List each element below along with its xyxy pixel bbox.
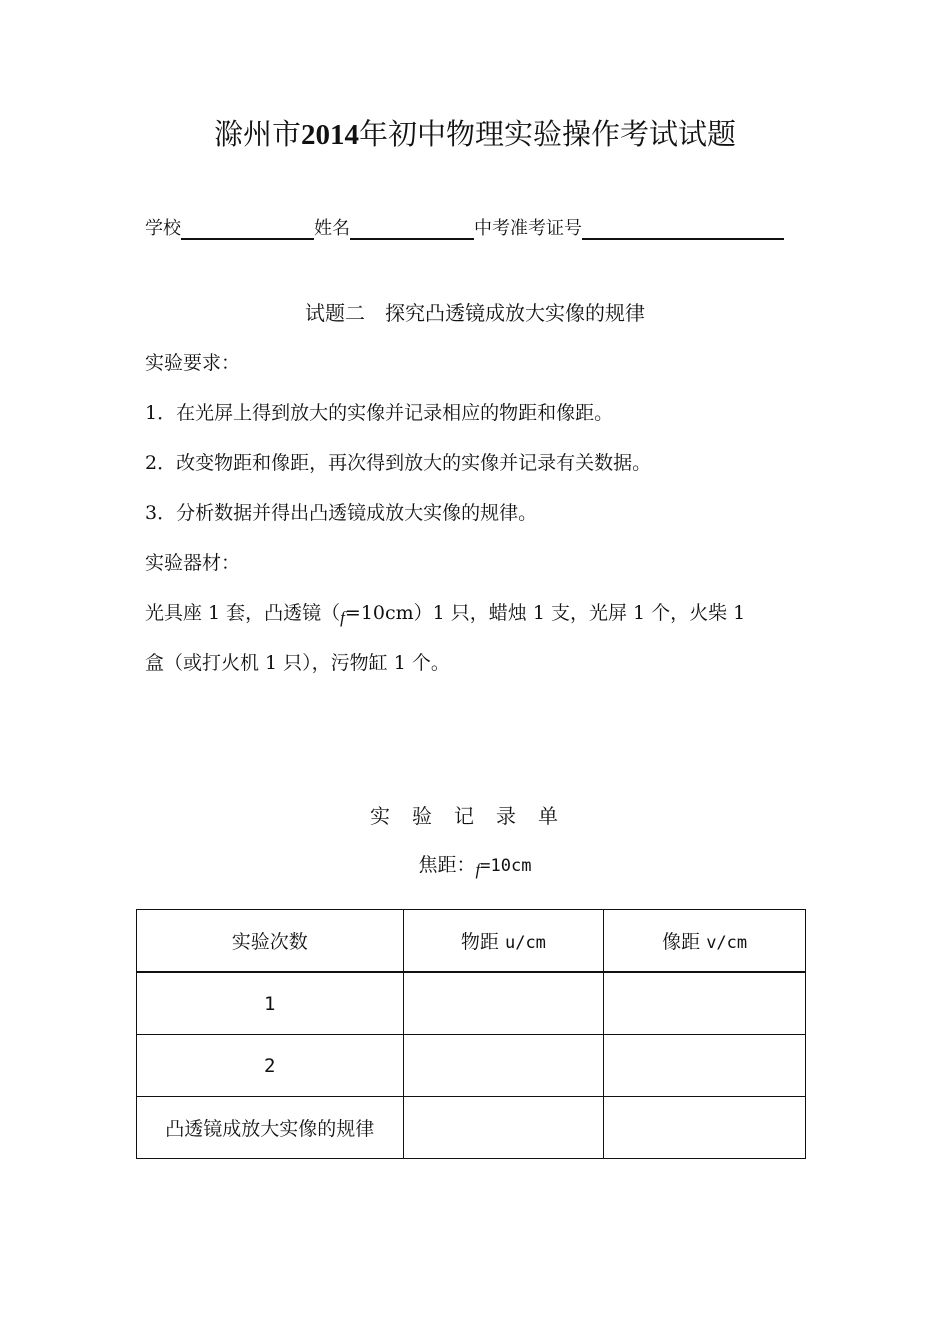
school-label: 学校 <box>145 218 181 239</box>
image-distance-cell[interactable] <box>604 1035 806 1097</box>
image-distance-cell[interactable] <box>604 1097 806 1159</box>
student-info-row <box>145 214 784 240</box>
header-object-distance: 物距 u/cm <box>403 910 604 973</box>
table-header-row <box>137 910 806 973</box>
header-trial-count: 实验次数 <box>137 910 404 973</box>
row-label: 1 <box>137 972 404 1035</box>
requirement-item-3: 3．分析数据并得出凸透镜成放大实像的规律。 <box>145 502 538 524</box>
school-field[interactable] <box>181 216 314 240</box>
record-sheet-title: 实验记录单 <box>370 804 580 828</box>
question-title: 试题二 探究凸透镜成放大实像的规律 <box>305 301 645 325</box>
equipment-heading: 实验器材： <box>145 552 241 574</box>
exam-id-label: 中考准考证号 <box>474 218 582 239</box>
object-distance-cell[interactable] <box>403 1097 604 1159</box>
equipment-line-2: 盒（或打火机 1 只），污物缸 1 个。 <box>145 652 450 674</box>
page-title: 滁州市2014年初中物理实验操作考试试题 <box>213 117 737 151</box>
row-label: 2 <box>137 1035 404 1097</box>
equipment-line-1: 光具座 1 套，凸透镜（f=10cm）1 只，蜡烛 1 支，光屏 1 个，火柴 1 <box>145 602 746 627</box>
requirement-item-1: 1．在光屏上得到放大的实像并记录相应的物距和像距。 <box>145 402 614 424</box>
name-field[interactable] <box>350 216 474 240</box>
object-distance-cell[interactable] <box>403 1035 604 1097</box>
table-row <box>137 1035 806 1097</box>
requirements-heading: 实验要求： <box>145 352 241 374</box>
row-label: 凸透镜成放大实像的规律 <box>137 1097 404 1159</box>
table-row <box>137 972 806 1035</box>
focal-symbol: f <box>340 608 345 627</box>
record-table <box>136 909 806 1159</box>
focal-length: 焦距：f=10cm <box>418 854 532 879</box>
header-image-distance: 像距 v/cm <box>604 910 806 973</box>
image-distance-cell[interactable] <box>604 972 806 1035</box>
table-row <box>137 1097 806 1159</box>
name-label: 姓名 <box>314 218 350 239</box>
exam-id-field[interactable] <box>582 216 784 240</box>
requirement-item-2: 2．改变物距和像距，再次得到放大的实像并记录有关数据。 <box>145 452 652 474</box>
object-distance-cell[interactable] <box>403 972 604 1035</box>
